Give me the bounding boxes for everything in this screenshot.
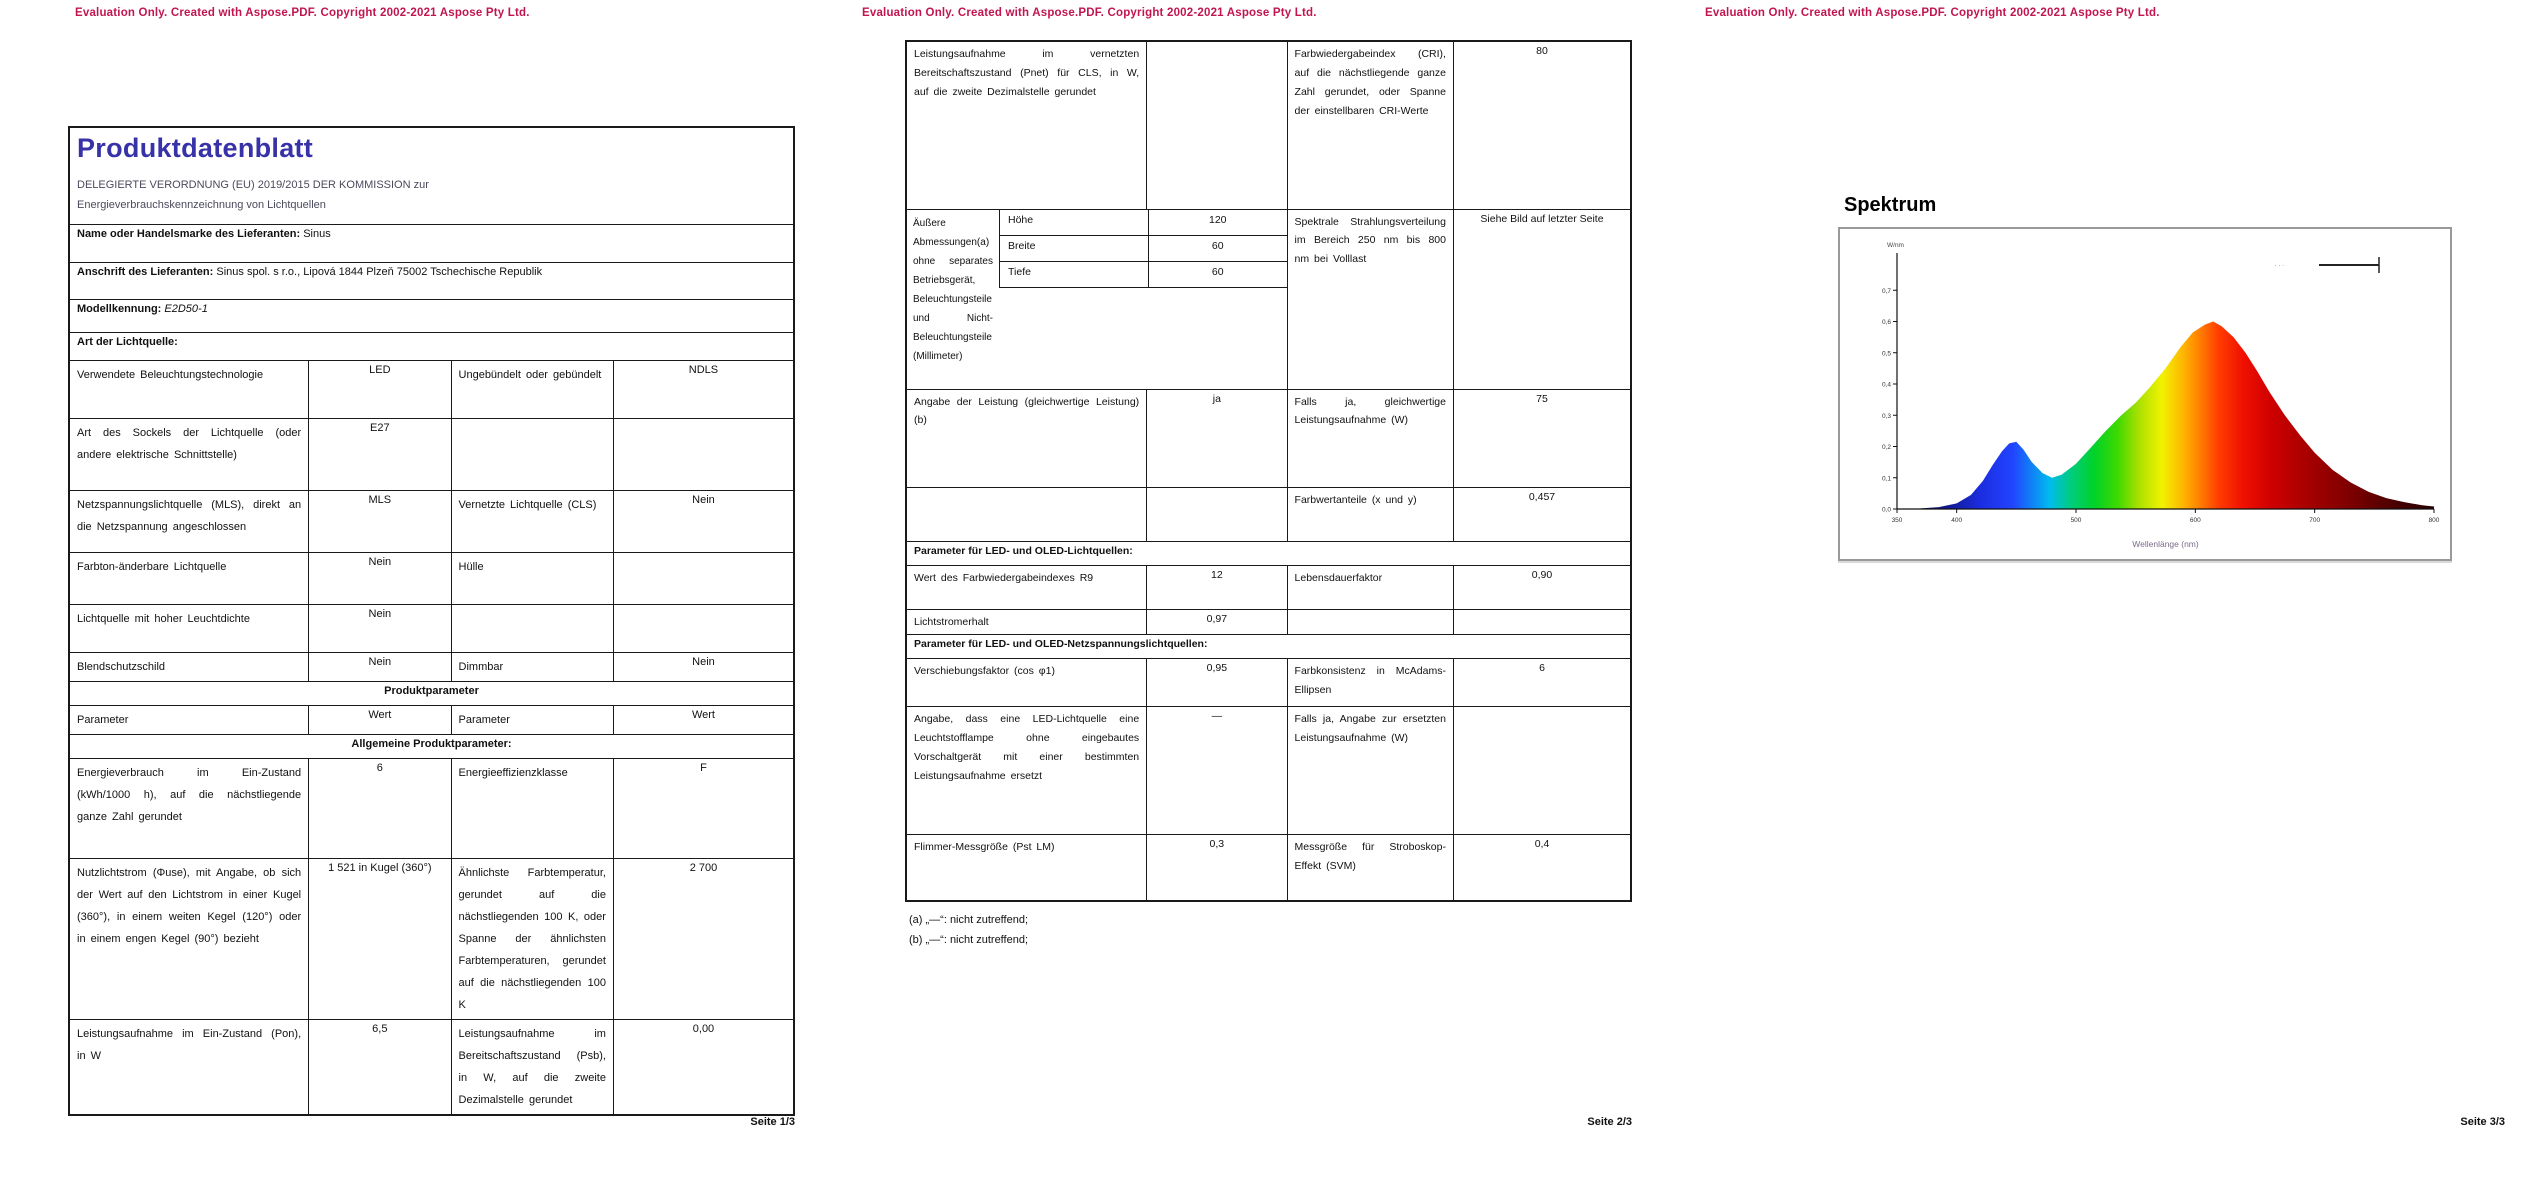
param-value: 0,90 bbox=[1453, 565, 1631, 609]
supplier-address-row bbox=[69, 262, 794, 299]
param-value: NDLS bbox=[613, 360, 794, 418]
param-value: 2 700 bbox=[613, 858, 794, 1019]
table-row bbox=[906, 835, 1631, 901]
param-label: Spektrale Strahlungsverteilung im Bereich 250 nm bis 800 nm bei Volllast bbox=[1287, 209, 1453, 389]
param-label: Lebensdauerfaktor bbox=[1287, 565, 1453, 609]
param-value: 0,00 bbox=[613, 1019, 794, 1115]
param-value bbox=[613, 552, 794, 604]
axis-tick-label: 0,4 bbox=[1881, 381, 1891, 389]
supplier-address-label: Anschrift des Lieferanten: bbox=[77, 265, 214, 278]
param-label: Parameter bbox=[69, 705, 309, 734]
dimension-row bbox=[1000, 210, 1287, 236]
table-row bbox=[69, 858, 794, 1019]
axis-tick-label: · · · bbox=[2274, 263, 2284, 269]
table-row bbox=[906, 635, 1631, 659]
param-value: 6 bbox=[1453, 659, 1631, 707]
dimension-value: 60 bbox=[1148, 236, 1287, 261]
title-block bbox=[69, 127, 794, 224]
param-label: Lichtstromerhalt bbox=[906, 609, 1147, 635]
axis-tick-label: 0,5 bbox=[1881, 350, 1891, 358]
regulation-line-2: Energieverbrauchskennzeichnung von Lichtquellen bbox=[77, 198, 326, 211]
axis-tick-label: W/nm bbox=[1887, 242, 1904, 249]
table-row bbox=[69, 604, 794, 652]
param-label: Netzspannungslichtquelle (MLS), direkt an die Netzspannung angeschlossen bbox=[69, 490, 309, 552]
param-value: Nein bbox=[309, 652, 451, 681]
param-label: Verschiebungsfaktor (cos φ1) bbox=[906, 659, 1147, 707]
section-header: Allgemeine Produktparameter: bbox=[69, 734, 794, 758]
dimension-name: Höhe bbox=[1008, 213, 1034, 226]
param-label: Nutzlichtstrom (Φuse), mit Angabe, ob sich der Wert auf den Lichtstrom in einer Kugel (360°), in einem weiten Kegel (120°) oder in einem engen Kegel (90°) bezieht bbox=[69, 858, 309, 1019]
param-value: MLS bbox=[309, 490, 451, 552]
param-label: Farbkonsistenz in McAdams-Ellipsen bbox=[1287, 659, 1453, 707]
footnote-a: (a) „—“: nicht zutreffend; bbox=[909, 913, 1029, 926]
param-label: Art des Sockels der Lichtquelle (oder andere elektrische Schnittstelle) bbox=[69, 418, 309, 490]
param-value: Wert bbox=[309, 705, 451, 734]
param-label: Energieeffizienzklasse bbox=[451, 758, 613, 858]
param-label: Blendschutzschild bbox=[69, 652, 309, 681]
axis-tick-label: 0,3 bbox=[1881, 412, 1891, 420]
axis-tick-label: 600 bbox=[2189, 517, 2201, 524]
table-row bbox=[906, 41, 1631, 209]
param-label bbox=[451, 604, 613, 652]
param-value: Nein bbox=[309, 552, 451, 604]
param-value: 0,4 bbox=[1453, 835, 1631, 901]
supplier-name-row bbox=[69, 224, 794, 262]
param-value bbox=[1147, 487, 1287, 541]
dimension-value: 60 bbox=[1148, 262, 1287, 287]
param-label: Messgröße für Stroboskop-Effekt (SVM) bbox=[1287, 835, 1453, 901]
axis-tick-label: 500 bbox=[2070, 517, 2082, 524]
param-label: Farbwiedergabeindex (CRI), auf die nächstliegende ganze Zahl gerundet, oder Spanne der einstellbaren CRI-Werte bbox=[1287, 41, 1453, 209]
dimension-name: Breite bbox=[1008, 239, 1036, 252]
page-3 bbox=[1838, 194, 2454, 561]
table-row bbox=[69, 552, 794, 604]
table-row bbox=[69, 360, 794, 418]
param-label: Hülle bbox=[451, 552, 613, 604]
spectrum-title: Spektrum bbox=[1844, 194, 1937, 216]
axis-tick-label: 350 bbox=[1891, 517, 1903, 524]
table-row bbox=[69, 705, 794, 734]
table-row bbox=[906, 389, 1631, 487]
param-value: Wert bbox=[613, 705, 794, 734]
dimension-row bbox=[1000, 262, 1287, 288]
param-value bbox=[613, 604, 794, 652]
page3-footer: Seite 3/3 bbox=[2460, 1116, 2505, 1128]
param-label bbox=[1287, 609, 1453, 635]
axis-tick-label: 800 bbox=[2428, 517, 2440, 524]
table-row bbox=[906, 565, 1631, 609]
axis-tick-label: 0,1 bbox=[1881, 475, 1891, 483]
param-label: Leistungsaufnahme im Bereitschaftszustand (Psb), in W, auf die zweite Dezimalstelle gerundet bbox=[451, 1019, 613, 1115]
table-row bbox=[69, 758, 794, 858]
param-label: Falls ja, Angabe zur ersetzten Leistungsaufnahme (W) bbox=[1287, 707, 1453, 835]
param-value: 1 521 in Kugel (360°) bbox=[309, 858, 451, 1019]
param-value: 6,5 bbox=[309, 1019, 451, 1115]
spectrum-area bbox=[1921, 322, 2434, 510]
param-value: Nein bbox=[613, 490, 794, 552]
table-row bbox=[69, 734, 794, 758]
product-datasheet-table-p1 bbox=[68, 126, 795, 1116]
param-label: Leistungsaufnahme im vernetzten Bereitschaftszustand (Pnet) für CLS, in W, auf die zweite Dezimalstelle gerundet bbox=[906, 41, 1147, 209]
table-row bbox=[69, 1019, 794, 1115]
table-row bbox=[906, 659, 1631, 707]
table-row bbox=[906, 707, 1631, 835]
page2-footer: Seite 2/3 bbox=[1587, 1116, 1632, 1128]
param-label bbox=[451, 418, 613, 490]
spectrum-svg bbox=[1840, 229, 2450, 559]
param-label: Parameter bbox=[451, 705, 613, 734]
regulation-line-1: DELEGIERTE VERORDNUNG (EU) 2019/2015 DER KOMMISSION zur bbox=[77, 179, 429, 191]
watermark-text-page1: Evaluation Only. Created with Aspose.PDF. Copyright 2002-2021 Aspose Pty Ltd. bbox=[75, 7, 530, 19]
param-value bbox=[613, 418, 794, 490]
supplier-address-value: Sinus spol. s r.o., Lipová 1844 Plzeň 75002 Tschechische Republik bbox=[216, 265, 543, 278]
param-value: Siehe Bild auf letzter Seite bbox=[1453, 209, 1631, 389]
table-row bbox=[906, 609, 1631, 635]
param-label: Ähnlichste Farbtemperatur, gerundet auf die nächstliegenden 100 K, oder Spanne der ähnlichsten Farbtemperaturen, gerundet auf die nächstliegenden 100 K bbox=[451, 858, 613, 1019]
table-row bbox=[69, 681, 794, 705]
model-id-row bbox=[69, 299, 794, 332]
dimension-row bbox=[1000, 236, 1287, 262]
section-header: Produktparameter bbox=[69, 681, 794, 705]
param-value: 6 bbox=[309, 758, 451, 858]
table-row bbox=[906, 209, 1631, 389]
spectrum-chart bbox=[1838, 227, 2452, 561]
axis-tick-label: 0,0 bbox=[1881, 506, 1891, 514]
product-datasheet-table-p2 bbox=[905, 40, 1632, 902]
param-value: Nein bbox=[613, 652, 794, 681]
axis-tick-label: 0,7 bbox=[1881, 287, 1891, 295]
axis-tick-label: 400 bbox=[1951, 517, 1963, 524]
dimensions-grid bbox=[999, 210, 1287, 288]
param-label: Angabe der Leistung (gleichwertige Leistung)(b) bbox=[906, 389, 1147, 487]
page1-footer: Seite 1/3 bbox=[750, 1116, 795, 1128]
param-label: Vernetzte Lichtquelle (CLS) bbox=[451, 490, 613, 552]
watermark-text-page3: Evaluation Only. Created with Aspose.PDF. Copyright 2002-2021 Aspose Pty Ltd. bbox=[1705, 7, 2160, 19]
dimensions-label: Äußere Abmessungen(a) ohne separates Betriebsgerät, Beleuchtungsteile und Nicht-Beleuchtungsteile (Millimeter) bbox=[913, 217, 993, 362]
dimension-value: 120 bbox=[1148, 210, 1287, 235]
table-row bbox=[69, 490, 794, 552]
param-label: Falls ja, gleichwertige Leistungsaufnahme (W) bbox=[1287, 389, 1453, 487]
table-row bbox=[906, 487, 1631, 541]
table-row bbox=[69, 332, 794, 360]
axis-tick-label: 0,2 bbox=[1881, 444, 1891, 451]
param-label: Energieverbrauch im Ein-Zustand (kWh/1000 h), auf die nächstliegende ganze Zahl gerundet bbox=[69, 758, 309, 858]
param-label: Angabe, dass eine LED-Lichtquelle eine Leuchtstofflampe ohne eingebautes Vorschaltgerät mit einer bestimmten Leistungsaufnahme ersetzt bbox=[906, 707, 1147, 835]
axis-tick-label: Wellenlänge (nm) bbox=[2132, 539, 2199, 549]
table-row bbox=[69, 418, 794, 490]
footnotes bbox=[905, 914, 1632, 946]
dimensions-cell bbox=[906, 209, 1287, 389]
page-1 bbox=[68, 126, 795, 1116]
param-label: Flimmer-Messgröße (Pst LM) bbox=[906, 835, 1147, 901]
table-row bbox=[906, 541, 1631, 565]
param-label: Verwendete Beleuchtungstechnologie bbox=[69, 360, 309, 418]
param-label bbox=[906, 487, 1147, 541]
axis-tick-label: 700 bbox=[2309, 517, 2321, 524]
param-value bbox=[1453, 707, 1631, 835]
section-header: Art der Lichtquelle: bbox=[69, 332, 794, 360]
param-value: Nein bbox=[309, 604, 451, 652]
dimension-name: Tiefe bbox=[1008, 265, 1031, 278]
param-value: 12 bbox=[1147, 565, 1287, 609]
watermark-text-page2: Evaluation Only. Created with Aspose.PDF. Copyright 2002-2021 Aspose Pty Ltd. bbox=[862, 7, 1317, 19]
model-id-value: E2D50-1 bbox=[164, 302, 208, 315]
param-label: Ungebündelt oder gebündelt bbox=[451, 360, 613, 418]
param-value: E27 bbox=[309, 418, 451, 490]
param-value: 0,3 bbox=[1147, 835, 1287, 901]
param-value: LED bbox=[309, 360, 451, 418]
param-value bbox=[1453, 609, 1631, 635]
param-value: 75 bbox=[1453, 389, 1631, 487]
supplier-name-label: Name oder Handelsmarke des Lieferanten: bbox=[77, 227, 301, 240]
param-value bbox=[1147, 41, 1287, 209]
param-value: 0,457 bbox=[1453, 487, 1631, 541]
section-header: Parameter für LED- und OLED-Lichtquellen: bbox=[906, 541, 1631, 565]
table-row bbox=[69, 652, 794, 681]
param-label: Leistungsaufnahme im Ein-Zustand (Pon), in W bbox=[69, 1019, 309, 1115]
param-value: 0,97 bbox=[1147, 609, 1287, 635]
param-value: 0,95 bbox=[1147, 659, 1287, 707]
param-value: 80 bbox=[1453, 41, 1631, 209]
param-label: Dimmbar bbox=[451, 652, 613, 681]
param-value: F bbox=[613, 758, 794, 858]
param-label: Wert des Farbwiedergabeindexes R9 bbox=[906, 565, 1147, 609]
page-2 bbox=[905, 40, 1632, 954]
param-label: Farbwertanteile (x und y) bbox=[1287, 487, 1453, 541]
page-title: Produktdatenblatt bbox=[77, 133, 314, 163]
model-id-label: Modellkennung: bbox=[77, 302, 162, 315]
footnote-b: (b) „—“: nicht zutreffend; bbox=[909, 933, 1029, 946]
param-label: Lichtquelle mit hoher Leuchtdichte bbox=[69, 604, 309, 652]
param-value: ja bbox=[1147, 389, 1287, 487]
axis-tick-label: 0,6 bbox=[1881, 319, 1891, 326]
supplier-name-value: Sinus bbox=[303, 227, 331, 240]
param-label: Farbton-änderbare Lichtquelle bbox=[69, 552, 309, 604]
section-header: Parameter für LED- und OLED-Netzspannungslichtquellen: bbox=[906, 635, 1631, 659]
param-value: — bbox=[1147, 707, 1287, 835]
